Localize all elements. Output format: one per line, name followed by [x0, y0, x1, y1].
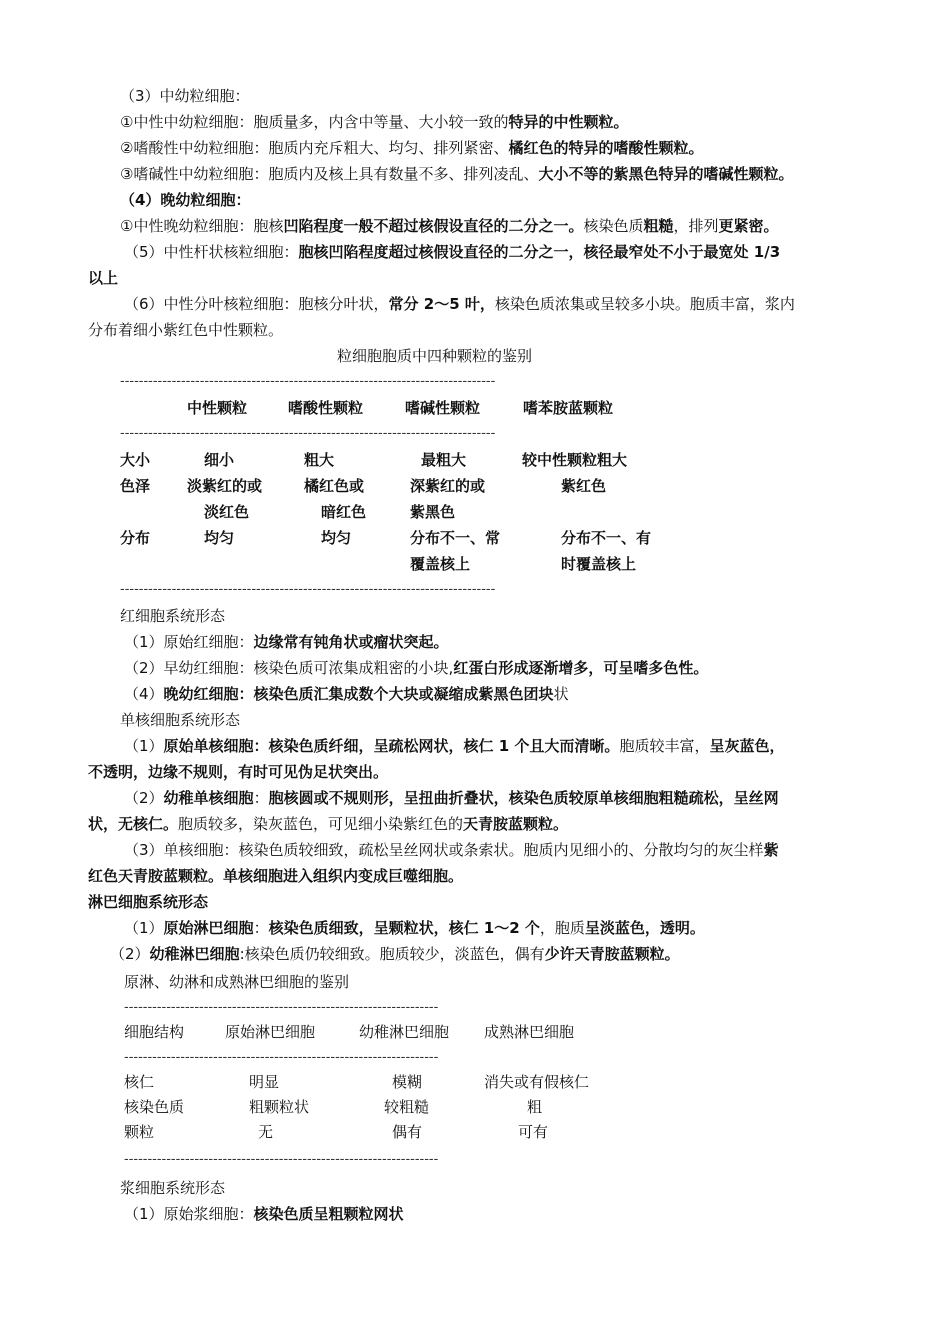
segmented-neutrophil-cont: 分布着细小紫红色中性颗粒。 [88, 321, 284, 339]
granule-color-azuro: 紫红色 [561, 477, 607, 495]
plasma-heading: 浆细胞系统形态 [120, 1179, 226, 1197]
granule-dist-azuro-a: 分布不一、有 [561, 529, 652, 547]
band-neutrophil-line [124, 242, 780, 262]
eosinophil-myelocyte-label: ②嗜酸性中幼粒细胞：胞质内充斥粗大、均匀、排列紧密、 [120, 139, 509, 157]
granule-table-title: 粒细胞胞质中四种颗粒的鉴别 [337, 347, 533, 365]
lymphoblast-c: ： [253, 919, 269, 937]
granule-size-eosino: 粗大 [304, 451, 335, 469]
neutro-meta-e: ，排列 [673, 217, 719, 235]
seg-a: （6）中性分叶核粒细胞：胞核分叶状， [124, 295, 389, 313]
granule-dist-azuro-b: 时覆盖核上 [561, 555, 637, 573]
mono-a: （3）单核细胞：核染色质较细致，疏松呈丝网状或条索状。胞质内见细小的、分散均匀的灰尘样 [124, 841, 764, 859]
plasmablast-a: （1）原始浆细胞： [124, 1205, 254, 1223]
monoblast-cont: 不透明，边缘不规则，有时可见伪足状突出。 [88, 763, 389, 781]
basophil-myelocyte-line [120, 164, 793, 184]
lymphoblast-d: 核染色质细致，呈颗粒状，核仁 1～2 个 [268, 919, 540, 937]
monoblast-a: （1） [124, 737, 164, 755]
prolymph-c: :核染色质仍较细致。胞质较少，淡蓝色，偶有 [239, 945, 545, 963]
prolymph-d: 少许天青胺蓝颗粒。 [544, 945, 680, 963]
plasmablast-line [124, 1204, 404, 1224]
lymph-row-granule-blast: 无 [258, 1123, 274, 1141]
granule-row-color-label: 色泽 [120, 477, 151, 495]
monoblast-line [124, 736, 784, 756]
granule-table-divider-bottom: -------------------------------------------------------------------------------- [120, 582, 496, 597]
lymph-header-structure: 细胞结构 [124, 1023, 185, 1041]
late-erythro-c: 状 [553, 685, 569, 703]
lymphoblast-line [124, 918, 705, 938]
plasmablast-b: 核染色质呈粗颗粒网状 [253, 1205, 404, 1223]
granule-header-eosinophilic: 嗜酸性颗粒 [288, 399, 364, 417]
monocyte-cont: 红色天青胺蓝颗粒。单核细胞进入组织内变成巨噬细胞。 [88, 867, 464, 885]
granule-color-eosino-a: 橘红色或 [304, 477, 365, 495]
monocyte-heading: 单核细胞系统形态 [120, 711, 241, 729]
lymph-row-nucleolus-label: 核仁 [124, 1073, 155, 1091]
lymph-row-chromatin-pro: 较粗糙 [384, 1098, 430, 1116]
lymph-header-pro: 幼稚淋巴细胞 [359, 1023, 450, 1041]
lymph-table-title: 原淋、幼淋和成熟淋巴细胞的鉴别 [124, 973, 350, 991]
granule-color-neutral-b: 淡红色 [204, 503, 250, 521]
granule-color-neutral-a: 淡紫红的或 [187, 477, 263, 495]
granule-dist-neutral: 均匀 [204, 529, 235, 547]
promono-d: 胞核圆或不规则形，呈扭曲折叠状，核染色质较原单核细胞粗糙疏松，呈丝网 [268, 789, 779, 807]
late-erythro-a: （4） [124, 685, 164, 703]
lymph-row-granule-pro: 偶有 [392, 1123, 423, 1141]
lymph-table-divider-mid: ------------------------------------------------------------------- [124, 1050, 439, 1065]
lymphoblast-a: （1） [124, 919, 164, 937]
lymphoblast-b: 原始淋巴细胞 [163, 919, 254, 937]
granule-table-divider-mid: -------------------------------------------------------------------------------- [120, 426, 496, 441]
promonocyte-cont [88, 814, 568, 834]
prolymphocyte-line [110, 944, 680, 964]
neutrophil-myelocyte-bold: 特异的中性颗粒。 [508, 113, 629, 131]
neutro-meta-b: 凹陷程度一般不超过核假设直径的二分之一。 [283, 217, 584, 235]
granule-row-size-label: 大小 [120, 451, 151, 469]
neutro-meta-c: 核染色质 [583, 217, 644, 235]
basophil-myelocyte-label: ③嗜碱性中幼粒细胞：胞质内及核上具有数量不多、排列凌乱、 [120, 165, 539, 183]
monoblast-d: 呈灰蓝色， [709, 737, 785, 755]
lymph-row-chromatin-label: 核染色质 [124, 1098, 185, 1116]
lymph-header-blast: 原始淋巴细胞 [225, 1023, 316, 1041]
erythroid-heading: 红细胞系统形态 [120, 607, 226, 625]
seg-c: 核染色质浓集或呈较多小块。胞质丰富，浆内 [494, 295, 795, 313]
granule-size-azuro: 较中性颗粒粗大 [522, 451, 628, 469]
lymph-row-chromatin-blast: 粗颗粒状 [249, 1098, 310, 1116]
granule-color-baso-a: 深紫红的或 [410, 477, 486, 495]
promonocyte-line [124, 788, 779, 808]
promono-g: 天青胺蓝颗粒。 [463, 815, 569, 833]
lymph-row-nucleolus-pro: 模糊 [392, 1073, 423, 1091]
lymph-header-mature: 成熟淋巴细胞 [484, 1023, 575, 1041]
granule-color-eosino-b: 暗红色 [321, 503, 367, 521]
metamyelocyte-heading: （4）晚幼粒细胞： [120, 191, 251, 209]
band-b: 胞核凹陷程度超过核假设直径的二分之一，核径最窄处不小于最宽处 1/3 [298, 243, 781, 261]
granule-size-baso: 最粗大 [421, 451, 467, 469]
promono-e: 状，无核仁。 [88, 815, 179, 833]
band-neutrophil-cont: 以上 [88, 269, 119, 287]
prolymph-a: （2） [110, 945, 150, 963]
neutrophil-metamyelocyte-line [120, 216, 779, 236]
granule-dist-baso-b: 覆盖核上 [410, 555, 471, 573]
late-erythroblast-line [124, 684, 569, 704]
myelocyte-heading: （3）中幼粒细胞： [120, 87, 250, 105]
early-erythro-b: 红蛋白形成逐渐增多，可呈嗜多色性。 [453, 659, 709, 677]
promono-a: （2） [124, 789, 164, 807]
neutrophil-myelocyte-line [120, 112, 628, 132]
lymph-row-nucleolus-mature: 消失或有假核仁 [484, 1073, 590, 1091]
granule-table-divider-top: -------------------------------------------------------------------------------- [120, 374, 496, 389]
neutro-meta-a: ①中性晚幼粒细胞：胞核 [120, 217, 284, 235]
band-a: （5）中性杆状核粒细胞： [124, 243, 299, 261]
proerythro-a: （1）原始红细胞： [124, 633, 254, 651]
granule-header-azurophilic: 嗜苯胺蓝颗粒 [523, 399, 614, 417]
neutrophil-myelocyte-label: ①中性中幼粒细胞：胞质量多，内含中等量、大小较一致的 [120, 113, 509, 131]
promono-b: 幼稚单核细胞 [163, 789, 254, 807]
early-erythro-a: （2）早幼红细胞：核染色质可浓集成粗密的小块, [124, 659, 454, 677]
lymph-table-divider-bottom: ------------------------------------------------------------------- [124, 1152, 439, 1167]
lymph-row-chromatin-mature: 粗 [527, 1098, 543, 1116]
segmented-neutrophil-line [124, 294, 795, 314]
lymph-row-nucleolus-blast: 明显 [249, 1073, 280, 1091]
proerythroblast-line [124, 632, 449, 652]
granule-dist-eosino: 均匀 [321, 529, 352, 547]
granule-row-dist-label: 分布 [120, 529, 151, 547]
lymph-row-granule-mature: 可有 [518, 1123, 549, 1141]
mono-b: 紫 [763, 841, 779, 859]
granule-dist-baso-a: 分布不一、常 [410, 529, 501, 547]
prolymph-b: 幼稚淋巴细胞 [149, 945, 240, 963]
granule-header-basophilic: 嗜碱性颗粒 [405, 399, 481, 417]
eosinophil-myelocyte-line [120, 138, 703, 158]
early-erythroblast-line [124, 658, 708, 678]
monoblast-c: 胞质较丰富， [619, 737, 710, 755]
proerythro-b: 边缘常有钝角状或瘤状突起。 [253, 633, 449, 651]
lymph-table-divider-top: ------------------------------------------------------------------- [124, 1000, 439, 1015]
neutro-meta-f: 更紧密。 [718, 217, 779, 235]
granule-size-neutral: 细小 [204, 451, 235, 469]
granule-header-neutral: 中性颗粒 [187, 399, 248, 417]
lymphoblast-f: 呈淡蓝色，透明。 [584, 919, 705, 937]
basophil-myelocyte-bold: 大小不等的紫黑色特异的嗜碱性颗粒。 [538, 165, 794, 183]
late-erythro-b: 晚幼红细胞：核染色质汇集成数个大块或凝缩成紫黑色团块 [163, 685, 554, 703]
eosinophil-myelocyte-bold: 橘红色的特异的嗜酸性颗粒。 [508, 139, 704, 157]
lymph-row-granule-label: 颗粒 [124, 1123, 155, 1141]
lymphocyte-heading: 淋巴细胞系统形态 [88, 893, 209, 911]
monocyte-line [124, 840, 779, 860]
seg-b: 常分 2～5 叶， [388, 295, 495, 313]
neutro-meta-d: 粗糙 [643, 217, 674, 235]
promono-c: ： [253, 789, 269, 807]
granule-color-baso-b: 紫黑色 [410, 503, 456, 521]
lymphoblast-e: ，胞质 [539, 919, 585, 937]
monoblast-b: 原始单核细胞：核染色质纤细，呈疏松网状，核仁 1 个且大而清晰。 [163, 737, 620, 755]
promono-f: 胞质较多，染灰蓝色，可见细小染紫红色的 [178, 815, 464, 833]
